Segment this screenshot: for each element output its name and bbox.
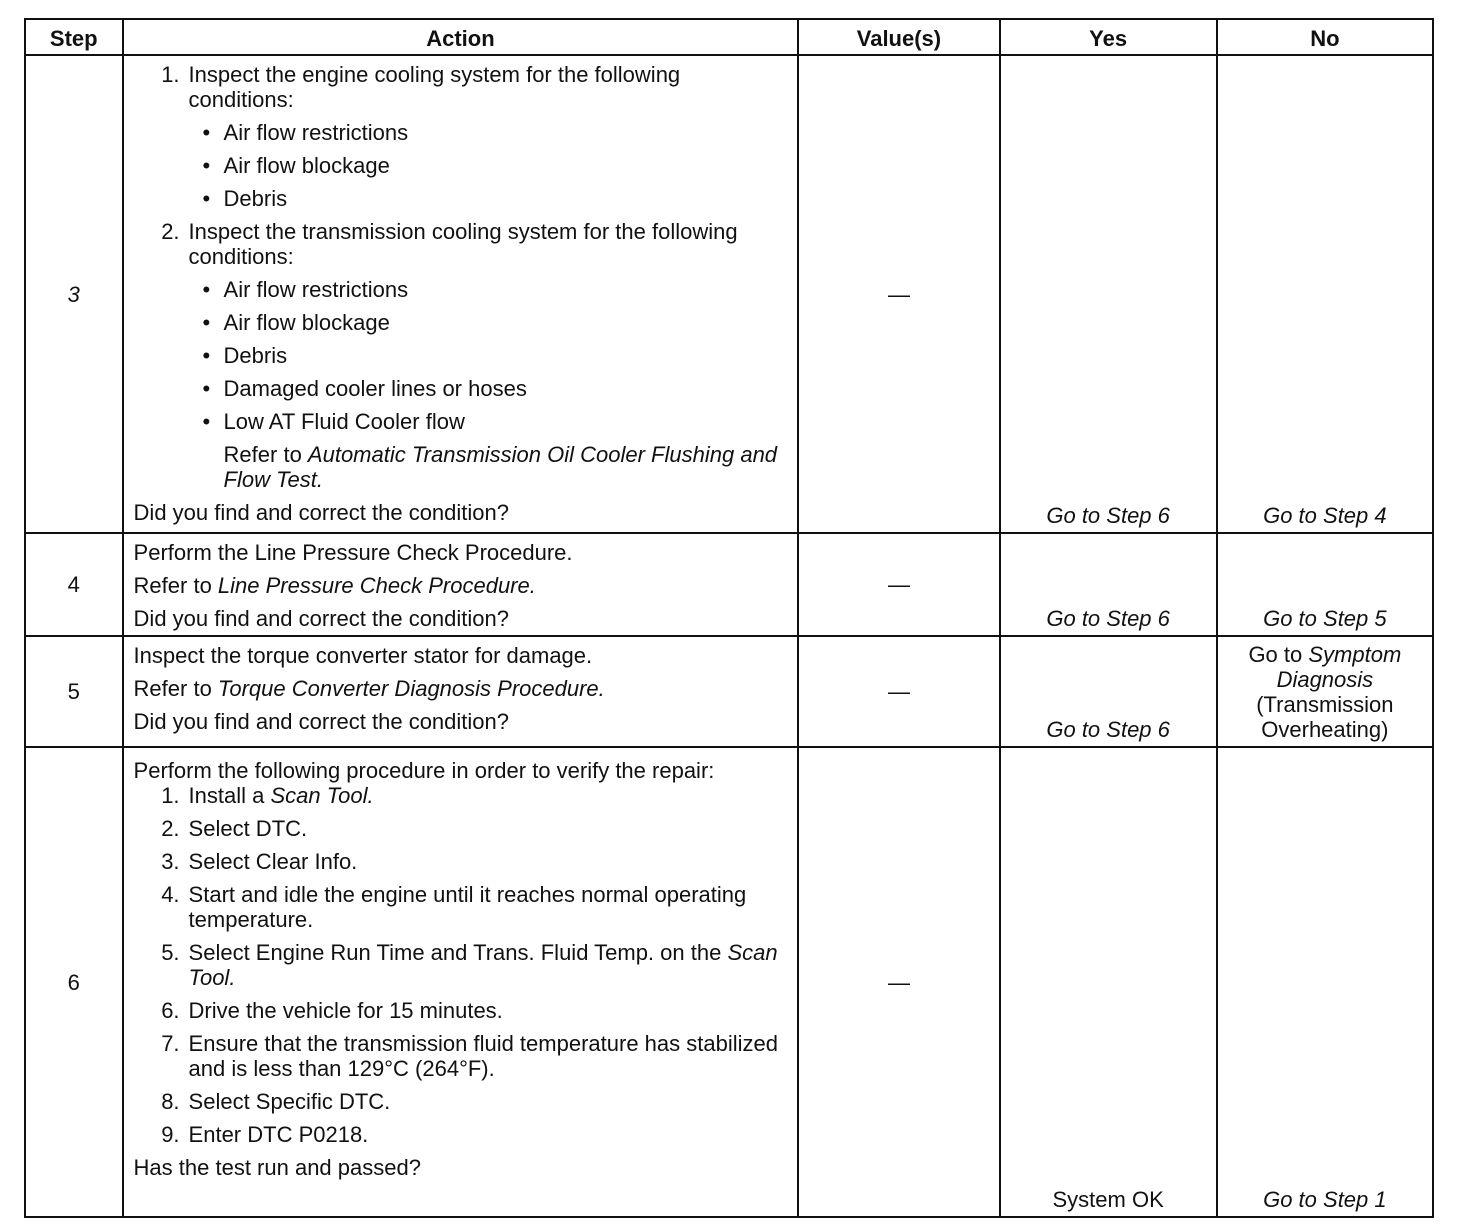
reference-link[interactable]: Scan Tool — [270, 783, 368, 808]
step-number: 3 — [25, 55, 123, 533]
list-item: • Debris — [202, 186, 288, 211]
reference-link[interactable]: Scan Tool — [188, 940, 778, 990]
action-cell — [123, 747, 799, 1217]
list-item: • Air flow restrictions — [202, 120, 409, 145]
list-item: • Air flow blockage — [202, 310, 390, 335]
numbered-list — [134, 783, 790, 1147]
yes-link[interactable]: Go to Step 6 — [1000, 533, 1217, 636]
step-number: 5 — [25, 636, 123, 747]
reference-link[interactable]: Torque Converter Diagnosis Procedure — [217, 676, 599, 701]
header-values: Value(s) — [798, 19, 999, 55]
no-link[interactable]: Go to Step 1 — [1217, 747, 1433, 1217]
value-cell: — — [798, 636, 999, 747]
item-text: Inspect the engine cooling system for the following conditions: — [188, 62, 681, 112]
action-intro: Perform the following procedure in order to verify the repair: — [133, 758, 715, 783]
no-link[interactable]: Go to Step 4 — [1217, 55, 1433, 533]
question-text: Did you find and correct the condition? — [133, 606, 509, 631]
yes-result: System OK — [1000, 747, 1217, 1217]
bullet-list — [189, 120, 790, 211]
step-number: 6 — [25, 747, 123, 1217]
no-suffix: (Transmission Overheating) — [1256, 692, 1394, 742]
action-text: Inspect the torque converter stator for damage. — [133, 643, 593, 668]
header-row — [25, 19, 1433, 55]
list-item: 6. Drive the vehicle for 15 minutes. — [161, 998, 503, 1023]
question-text: Did you find and correct the condition? — [133, 709, 509, 734]
reference-note: Refer to Automatic Transmission Oil Cooler Flushing and Flow Test. — [223, 442, 778, 492]
reference-link[interactable]: Line Pressure Check Procedure — [217, 573, 530, 598]
reference-note: Refer to Torque Converter Diagnosis Procedure. — [133, 676, 605, 701]
bullet-list — [189, 277, 790, 434]
question-text: Did you find and correct the condition? — [133, 500, 509, 525]
table-row-step-5 — [25, 636, 1433, 747]
list-item: 2. Select DTC. — [161, 816, 308, 841]
no-cell — [1217, 636, 1433, 747]
diagnostic-table — [24, 18, 1434, 1218]
list-item: 8. Select Specific DTC. — [161, 1089, 391, 1114]
list-item: • Debris — [202, 343, 288, 368]
list-item: • Damaged cooler lines or hoses — [202, 376, 527, 401]
header-action: Action — [123, 19, 799, 55]
action-cell — [123, 533, 799, 636]
yes-link[interactable]: Go to Step 6 — [1000, 636, 1217, 747]
list-item: 1. Inspect the engine cooling system for the following conditions: • Air flow restrictions • Air flow blockage • Debris — [134, 62, 790, 211]
action-cell — [123, 636, 799, 747]
table-row-step-4 — [25, 533, 1433, 636]
action-text: Perform the Line Pressure Check Procedure. — [133, 540, 573, 565]
numbered-list — [134, 62, 790, 492]
list-item: 3. Select Clear Info. — [161, 849, 358, 874]
question-text: Has the test run and passed? — [133, 1155, 421, 1180]
value-cell: — — [798, 55, 999, 533]
step-number: 4 — [25, 533, 123, 636]
list-item: • Low AT Fluid Cooler flow — [202, 409, 465, 434]
list-item: 1. Install a Scan Tool. — [161, 783, 374, 808]
header-no: No — [1217, 19, 1433, 55]
value-cell: — — [798, 747, 999, 1217]
list-item: 4. Start and idle the engine until it reaches normal operating temperature. — [161, 882, 747, 932]
value-cell: — — [798, 533, 999, 636]
action-cell — [123, 55, 799, 533]
reference-link[interactable]: Automatic Transmission Oil Cooler Flushing and Flow Test — [223, 442, 778, 492]
list-item: 2. Inspect the transmission cooling system for the following conditions: • Air flow restrictions • Air flow blockage • Debris • Damaged cooler lines or hoses • Low AT Fluid Cooler flow Refer to Automatic Transmission Oil Cooler Flushing and Flow Test. — [134, 219, 790, 492]
table-row-step-6 — [25, 747, 1433, 1217]
list-item: • Air flow blockage — [202, 153, 390, 178]
list-item: 9. Enter DTC P0218. — [161, 1122, 369, 1147]
yes-link[interactable]: Go to Step 6 — [1000, 55, 1217, 533]
reference-note: Refer to Line Pressure Check Procedure. — [133, 573, 536, 598]
header-step: Step — [25, 19, 123, 55]
no-prefix: Go to — [1248, 642, 1309, 667]
list-item: • Air flow restrictions — [202, 277, 409, 302]
no-link[interactable]: Go to Step 5 — [1217, 533, 1433, 636]
list-item: 7. Ensure that the transmission fluid temperature has stabilized and is less than 129°C (264°F). — [161, 1031, 778, 1081]
no-link[interactable]: Symptom Diagnosis — [1276, 642, 1402, 692]
list-item: 5. Select Engine Run Time and Trans. Fluid Temp. on the Scan Tool. — [161, 940, 778, 990]
table-row-step-3 — [25, 55, 1433, 533]
header-yes: Yes — [1000, 19, 1217, 55]
item-text: Inspect the transmission cooling system for the following conditions: — [188, 219, 738, 269]
